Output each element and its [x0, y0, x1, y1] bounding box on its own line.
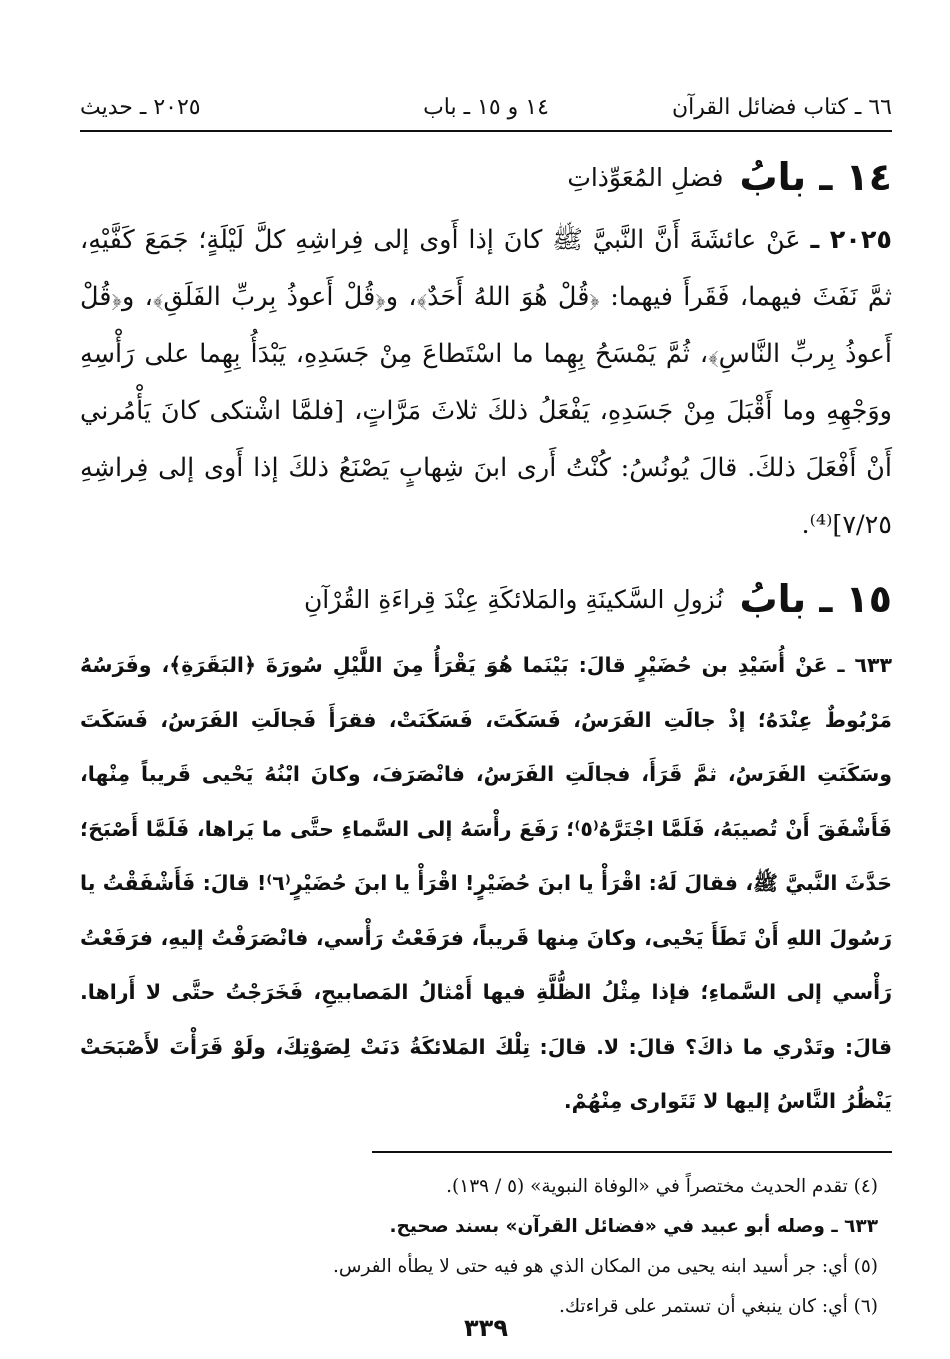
header-hadith-range: ٢٠٢٥ ـ حديث	[80, 95, 201, 120]
chapter-heading-15	[80, 570, 892, 628]
header-book-title: ٦٦ ـ كتاب فضائل القرآن	[671, 95, 892, 120]
hadith-633: ٦٣٣ ـ عَنْ أُسَيْدِ بن حُضَيْرٍ قالَ: بَيْنَما هُوَ يَقْرَأُ مِنَ اللَّيْلِ سُورَةَ ﴿البَقَرَةِ﴾، وفَرَسُهُ مَرْبُوطٌ عِنْدَهُ؛ إذْ جالَتِ الفَرَسُ، فَسَكَتَ، فَسَكَنَتْ، فقرَأَ فَجالَتِ الفَرَسُ، فَسَكَتَ وسَكَنَتِ الفَرَسُ، ثمَّ قَرَأَ، فجالَتِ الفَرَسُ، فانْصَرَفَ، وكانَ ابْنُهُ يَحْيى قَريباً مِنْها، فَأَشْفَقَ أَنْ تُصيبَهُ، فَلَمَّا اجْتَرَّهُ⁽٥⁾؛ رَفَعَ رأْسَهُ إلى السَّماءِ حتَّى ما يَراها، فَلَمَّا أَصْبَحَ؛ حَدَّثَ النَّبيَّ ﷺ، فقالَ لَهُ: اقْرَأْ يا ابنَ حُضَيْرٍ! اقْرَأْ يا ابنَ حُضَيْرٍ⁽٦⁾! قالَ: فَأَشْفَقْتُ يا رَسُولَ اللهِ أَنْ تَطَأَ يَحْيى، وكانَ مِنها قَريباً، فرَفَعْتُ رَأْسي، فانْصَرَفْتُ إليهِ، فرَفَعْتُ رَأْسي إلى السَّماءِ؛ فإذا مِثْلُ الظُّلَّةِ فيها أَمْثالُ المَصابيحِ، فَخَرَجْتُ حتَّى لا أَراها. قالَ: وتَدْري ما ذاكَ؟ قالَ: لا. قالَ: تِلْكَ المَلائكَةُ دَنَتْ لِصَوْتِكَ، ولَوْ قَرَأْتَ لأَصْبَحَتْ يَنْظُرُ النَّاسُ إليها لا تَتَوارى مِنْهُمْ.	[80, 653, 892, 1113]
chapter-title: فضلِ المُعَوِّذاتِ	[567, 162, 724, 192]
footnote-divider	[372, 1151, 892, 1153]
footnote-item: (٥) أي: جر أسيد ابنه يحيى من المكان الذي هو فيه حتى لا يطأه الفرس.	[333, 1255, 878, 1277]
footnotes	[80, 1167, 878, 1327]
chapter-number: ١٤ ـ بابُ	[739, 155, 892, 199]
hadith-2025	[80, 212, 892, 554]
page-number: ٣٣٩	[464, 1314, 508, 1342]
footnote-item: (٦) أي: كان ينبغي أن تستمر على قراءتك.	[558, 1295, 878, 1317]
hadith-text: عَنْ عائشَةَ أَنَّ النَّبيَّ ﷺ كانَ إذا أَوى إلى فِراشِهِ كلَّ لَيْلَةٍ؛ جَمَعَ كَفَّيْهِ، ثمَّ نَفَثَ فيهما، فَقَرأَ فيهما: ﴿قُلْ هُوَ اللهُ أَحَدٌ﴾، و﴿قُلْ أَعوذُ بِربِّ الفَلَقِ﴾، و﴿قُلْ أَعوذُ بِربِّ النَّاسِ﴾، ثُمَّ يَمْسَحُ بِهِما ما اسْتَطاعَ مِنْ جَسَدِهِ، يَبْدَأُ بِهِما على رَأْسِهِ ووَجْهِهِ وما أَقْبَلَ مِنْ جَسَدِهِ، يَفْعَلُ ذلكَ ثلاثَ مَرَّاتٍ، [فلمَّا اشْتكى كانَ يَأْمُرني أَنْ أَفْعَلَ ذلكَ. قالَ يُونُسُ: كُنْتُ أَرى ابنَ شِهابٍ يَصْنَعُ ذلكَ إذا أَوى إلى فِراشِهِ ٧/٢٥]⁽⁴⁾.	[80, 225, 892, 540]
header-chapter-range: ١٤ و ١٥ ـ باب	[423, 95, 549, 120]
hadith-number: ٢٠٢٥ ـ	[810, 225, 892, 255]
chapter-title: نُزولِ السَّكينَةِ والمَلائكَةِ عِنْدَ قِراءَةِ القُرْآنِ	[303, 584, 724, 614]
chapter-heading-14	[80, 148, 892, 206]
running-header	[80, 90, 892, 132]
chapter-number: ١٥ ـ بابُ	[739, 577, 892, 621]
book-page	[80, 90, 892, 1342]
footnote-item: ٦٣٣ ـ وصله أبو عبيد في «فضائل القرآن» بسند صحيح.	[389, 1215, 878, 1237]
footnote-item: (٤) تقدم الحديث مختصراً في «الوفاة النبوية» (٥ / ١٣٩).	[446, 1175, 878, 1197]
